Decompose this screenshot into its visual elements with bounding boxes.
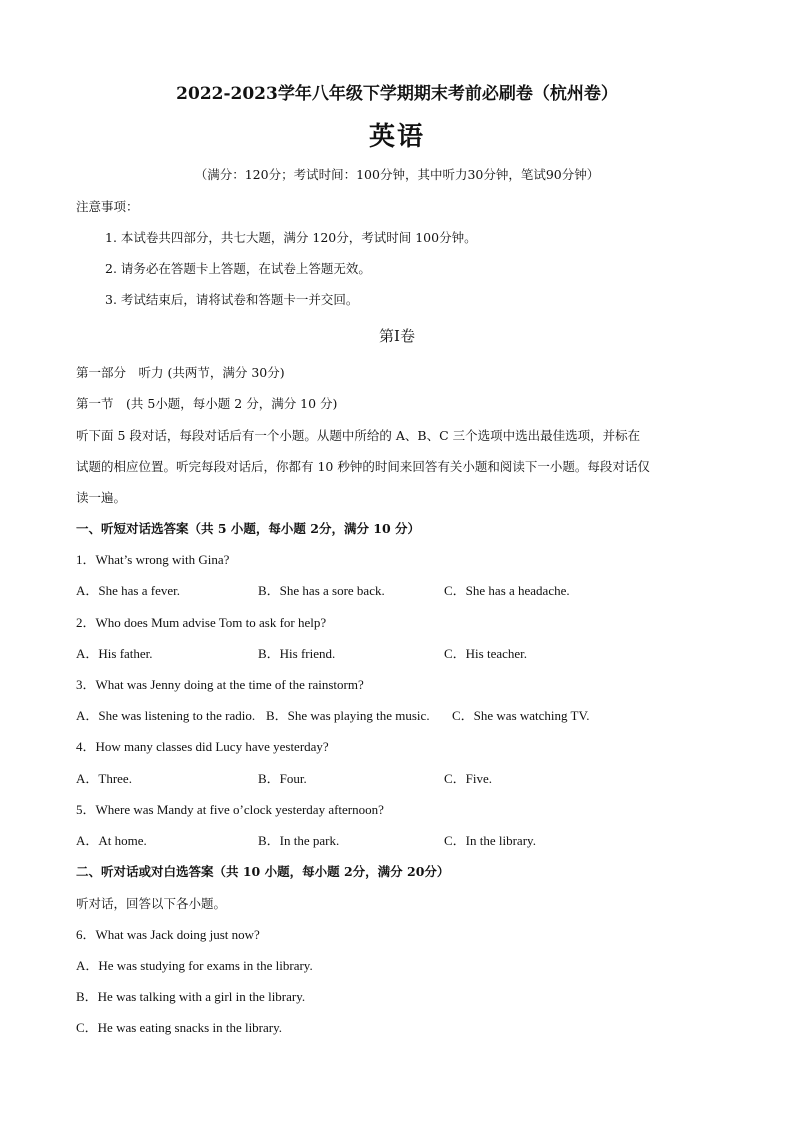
exam-title: 2022-2023学年八年级下学期期末考前必刷卷（杭州卷） [176, 84, 618, 104]
option-a: A．She was listening to the radio. [76, 708, 256, 723]
option-b: B．She has a sore back. [258, 583, 385, 598]
part-heading: 第一部分 听力 (共两节，满分 30分) [76, 365, 285, 380]
option-c: C．She was watching TV. [452, 708, 590, 723]
question: 1．What’s wrong with Gina? [76, 552, 230, 567]
volume-label: 第I卷 [379, 327, 415, 345]
option-c: C．His teacher. [444, 646, 528, 661]
option-a: A．At home. [76, 833, 147, 848]
question: 2．Who does Mum advise Tom to ask for help? [76, 615, 327, 630]
option-b: B．His friend. [258, 646, 336, 661]
option-a: A．She has a fever. [76, 583, 180, 598]
note-item: 3. 考试结束后，请将试卷和答题卡一并交回。 [105, 292, 359, 307]
option-a: A．His father. [76, 646, 153, 661]
question: 5．Where was Mandy at five o’clock yesterday afternoon? [76, 802, 384, 817]
section2-heading: 二、听对话或对白选答案（共 10 小题，每小题 2分，满分 20分） [76, 864, 450, 879]
note-item: 2. 请务必在答题卡上答题，在试卷上答题无效。 [105, 261, 371, 276]
section1-heading: 一、听短对话选答案（共 5 小题，每小题 2分，满分 10 分） [76, 521, 421, 536]
option-b: B．She was playing the music. [266, 708, 430, 723]
instruction-line: 试题的相应位置。听完每段对话后，你都有 10 秒钟的时间来回答有关小题和阅读下一小题。每段对话仅 [76, 459, 650, 474]
option-b: B．Four. [258, 771, 307, 786]
option-a: A．Three. [76, 771, 132, 786]
option-c: C．Five. [444, 771, 493, 786]
option-a: A．He was studying for exams in the library. [76, 958, 313, 973]
instruction-line: 听下面 5 段对话，每段对话后有一个小题。从题中所给的 A、B、C 三个选项中选出最佳选项，并标在 [76, 428, 641, 443]
notes-heading: 注意事项： [76, 199, 139, 214]
option-b: B．In the park. [258, 833, 340, 848]
section-heading: 第一节 (共 5小题，每小题 2 分，满分 10 分) [76, 396, 338, 411]
question: 4．How many classes did Lucy have yesterday? [76, 739, 329, 754]
instruction-line: 读一遍。 [76, 490, 127, 505]
option-c: C．In the library. [444, 833, 536, 848]
option-c: C．She has a headache. [444, 583, 570, 598]
section2-intro: 听对话，回答以下各小题。 [76, 896, 227, 911]
question: 6．What was Jack doing just now? [76, 927, 260, 942]
option-b: B．He was talking with a girl in the library. [76, 989, 306, 1004]
exam-info: （满分：120分；考试时间：100分钟，其中听力30分钟，笔试90分钟） [194, 167, 600, 182]
note-item: 1. 本试卷共四部分，共七大题，满分 120分，考试时间 100分钟。 [105, 230, 477, 245]
question: 3．What was Jenny doing at the time of the rainstorm? [76, 677, 364, 692]
option-c: C．He was eating snacks in the library. [76, 1020, 283, 1035]
subject-title: 英语 [368, 122, 425, 152]
